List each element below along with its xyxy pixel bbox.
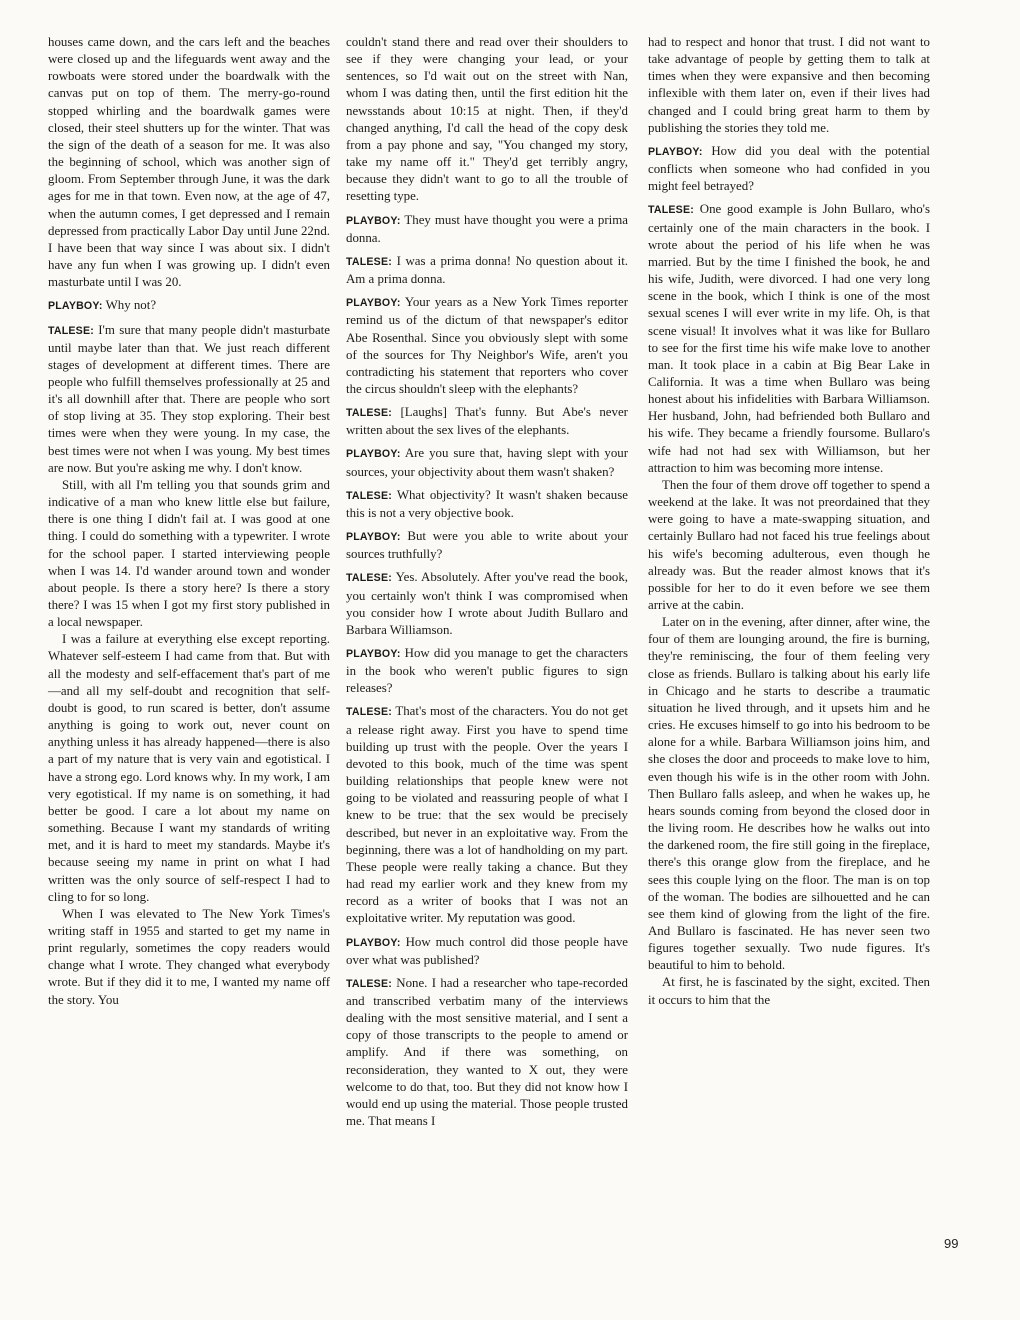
body-paragraph [648, 974, 930, 1008]
paragraph-text: houses came down, and the cars left and the beaches were closed up and the lifeguards went away and the rowboats were stored under the boardwalk with the canvas put on top of them. The merry-go-round stopped whirling and the boardwalk games were closed, their steel shutters up for the winter. That was the sign of the death of a season for me. It was also the beginning of school, which was another sign of gloom. From September through June, it was the dark ages for me in that town. Even now, at the age of 47, when the autumn comes, I get depressed and I remain depressed from practically Labor Day until June 22nd. I have been that way since I was about six. I didn't have any fun when I was growing up. I didn't even masturbate until I was 20. [48, 35, 330, 290]
interview-paragraph [346, 487, 628, 522]
paragraph-text: How much control did those people have over what was published? [346, 934, 628, 967]
interview-paragraph [48, 297, 330, 315]
paragraph-text: None. I had a researcher who tape-recorded and transcribed verbatim many of the interviews dealing with the most sensitive material, and I sent a copy of those transcripts to the people to amend or amplify. And if there was something, on reconsideration, they wanted to X out, they were welcome to do that, too. But they did not know how I would end up using the material. Those people trusted me. That means I [346, 975, 628, 1129]
body-paragraph [48, 631, 330, 906]
body-paragraph [346, 34, 628, 206]
paragraph-text: Yes. Absolutely. After you've read the book, you certainly won't think I was compromised when you consider how I wrote about Judith Bullaro and Barbara Williamson. [346, 570, 629, 637]
text-column-middle [346, 34, 628, 1130]
paragraph-text: [Laughs] That's funny. But Abe's never written about the sex lives of the elephants. [346, 405, 628, 438]
speaker-label: TALESE: [346, 572, 392, 585]
speaker-label: PLAYBOY: [346, 448, 401, 461]
body-paragraph [648, 34, 930, 137]
interview-paragraph [648, 143, 930, 195]
paragraph-text: What objectivity? It wasn't shaken because this is not a very objective book. [346, 487, 628, 520]
paragraph-text: had to respect and honor that trust. I did not want to take advantage of people by getting them to talk at times when they were expansive and then becoming inflexible with them later on, even if their lives had changed and I could bring great harm to them by publishing the stories they told me. [648, 35, 930, 135]
paragraph-text: That's most of the characters. You do not get a release right away. First you have to spend time building up trust with the people. Over the years I devoted to this book, much of the time was spent building relationships that people knew were not going to be violated and reassuring people of what I knew to be true: that the sex would be precisely described, but never in an exploitative way. From the beginning, there was a lot of handholding on my part. These people were really taking a chance. But they had read my earlier work and they knew from my record as a writer of books that I was not an exploitative writer. My reputation was good. [346, 704, 628, 926]
speaker-label: PLAYBOY: [648, 145, 703, 158]
interview-paragraph [648, 201, 930, 477]
speaker-label: TALESE: [346, 706, 392, 719]
body-paragraph [648, 614, 930, 974]
speaker-label: TALESE: [48, 324, 94, 337]
speaker-label: PLAYBOY: [346, 936, 401, 949]
paragraph-text: How did you deal with the potential conflicts when someone who had confided in you might feel betrayed? [648, 143, 930, 194]
speaker-label: TALESE: [346, 407, 392, 420]
interview-paragraph [346, 253, 628, 288]
speaker-label: PLAYBOY: [346, 531, 401, 544]
paragraph-text: I was a failure at everything else except reporting. Whatever self-esteem I had came from that. But with all the modesty and self-effacement that's part of me—and all my self-doubt and recognition that self-doubt is good, to run scared is better, don't assume anything is going to work out, never count on anything unless it has already happened—there is also a part of my nature that is very vain and egotistical. I have a strong ego. Lord knows why. In my work, I am very egotistical. If my name is on something, it had better be good. I care a lot about my name on something. Because I want my standards of writing met, and it is hard to meet my standards. Maybe it's because seeing my name in print on what I had written was the only source of self-respect I had to cling to for so long. [48, 632, 330, 904]
speaker-label: PLAYBOY: [346, 214, 401, 227]
interview-paragraph [346, 445, 628, 480]
interview-paragraph [346, 934, 628, 969]
paragraph-text: One good example is John Bullaro, who's certainly one of the main characters in the book. I wrote about the period of his life when he was married. But by the time I finished the book, he and his wife, Judith, were divorced. I had one very long scene in the book, which I think is one of the most sexual scenes I will ever write in my life. Oh, is that scene visual! It involves what it was like for Bullaro to see for the first time his wife make love to another man. It took place in a cabin at Big Bear Lake in California. It was a time when Bullaro was being honest about his infidelities with Barbara Williamson. Her husband, John, had befriended both Bullaro and his wife. They became a friendly foursome. Bullaro's wife had not had sex with Williamson, but her attraction to him was becoming more intense. [648, 202, 930, 475]
paragraph-text: I'm sure that many people didn't masturbate until maybe later than that. We just reach different stages of development at different times. There are people who fulfill themselves professionally at 25 and it's all downhill after that. There are people who sort of stop living at 35. They stop exploring. Their best times were when they were young. In my case, the best times were not when I was young. My best times are now. But you're asking me why. I don't know. [48, 322, 330, 475]
paragraph-text: They must have thought you were a prima donna. [346, 212, 628, 245]
body-paragraph [48, 34, 330, 291]
speaker-label: PLAYBOY: [48, 300, 103, 313]
page-number: 99 [944, 1236, 959, 1251]
body-paragraph [648, 477, 930, 614]
speaker-label: PLAYBOY: [346, 297, 401, 310]
interview-paragraph [346, 569, 628, 639]
paragraph-text: At first, he is fascinated by the sight, excited. Then it occurs to him that the [648, 975, 930, 1007]
interview-paragraph [346, 294, 628, 398]
interview-paragraph [48, 322, 330, 477]
paragraph-text: Are you sure that, having slept with your sources, your objectivity about them wasn't shaken? [346, 446, 628, 479]
body-paragraph [48, 906, 330, 1009]
paragraph-text: How did you manage to get the characters in the book who weren't public figures to sign releases? [346, 646, 628, 696]
interview-paragraph [346, 404, 628, 439]
speaker-label: TALESE: [346, 255, 392, 268]
text-column-left [48, 34, 330, 1009]
text-column-right [648, 34, 930, 1009]
speaker-label: TALESE: [346, 489, 392, 502]
interview-paragraph [346, 703, 628, 927]
paragraph-text: Later on in the evening, after dinner, after wine, the four of them are lounging around, the fire is burning, they're reminiscing, the four of them feeling very close as friends. Bullaro is talking about his early life in Chicago and he starts to describe a traumatic situation he lived through, and it upsets him and he cries. He excuses himself to go into his bedroom to be alone for a while. Barbara Williamson joins him, and she closes the door and proceeds to make love to him, even though his wife is in the other room with John. Then Bullaro falls asleep, and when he wakes up, he hears sounds coming from beyond the closed door in the living room. He describes how he walks out into the darkened room, the fire still going in the fireplace, there's this orange glow from the fireplace, and he sees this couple lying on the floor. The man is on top of the woman. The bodies are silhouetted and he can see them kind of glowing from the light of the fire. And Bullaro is fascinated. He has never seen two figures together sexually. Two nude figures. It's beautiful to him to behold. [648, 615, 930, 973]
paragraph-text: Your years as a New York Times reporter remind us of the dictum of that newspaper's editor Abe Rosenthal. Since you obviously slept with some of the sources for Thy Neighbor's Wife, aren't you contradicting his statement that reporters who cover the circus shouldn't sleep with the elephants? [346, 295, 628, 396]
body-paragraph [48, 477, 330, 631]
speaker-label: TALESE: [648, 204, 694, 217]
paragraph-text: Still, with all I'm telling you that sounds grim and indicative of a man who knew little else but failure, there is one thing I didn't fail at. I was good at one thing. I could do something with a typewriter. I wrote for the school paper. I started interviewing people when I was 14. I'd wander around town and wonder about people. Is there a story here? Is there a story there? I was 15 when I got my first story published in a local newspaper. [48, 477, 330, 630]
interview-paragraph [346, 645, 628, 697]
paragraph-text: When I was elevated to The New York Times's writing staff in 1955 and started to get my name in print regularly, sometimes the copy readers would change what I wrote. They changed what everybody wrote. But if they did it to me, I wanted my name off the story. You [48, 906, 330, 1007]
paragraph-text: But were you able to write about your sources truthfully? [346, 529, 628, 562]
paragraph-text: I was a prima donna! No question about it. Am a prima donna. [346, 253, 628, 287]
paragraph-text: Then the four of them drove off together to spend a weekend at the lake. It was not preordained that they were going to have a mate-swapping situation, and certainly Bullaro had not faced his true feelings about his wife's becoming adulterous, even though he already was. But the reader almost knows that it's possible for her to do it even before we see them arrive at the cabin. [648, 477, 930, 612]
interview-paragraph [346, 212, 628, 247]
interview-paragraph [346, 528, 628, 563]
interview-paragraph [346, 975, 628, 1130]
paragraph-text: couldn't stand there and read over their shoulders to see if they were changing your lead, or your sentences, so I'd wait out on the street with Nan, whom I was dating then, until the first edition hit the newsstands about 10:15 at night. Then, if they'd changed anything, I'd call the head of the copy desk from a pay phone and say, "You changed my story, take my name off it." They'd get terribly angry, because they didn't want to go to all the trouble of resetting type. [346, 35, 628, 204]
speaker-label: TALESE: [346, 977, 392, 990]
speaker-label: PLAYBOY: [346, 648, 401, 660]
paragraph-text: Why not? [105, 298, 157, 313]
